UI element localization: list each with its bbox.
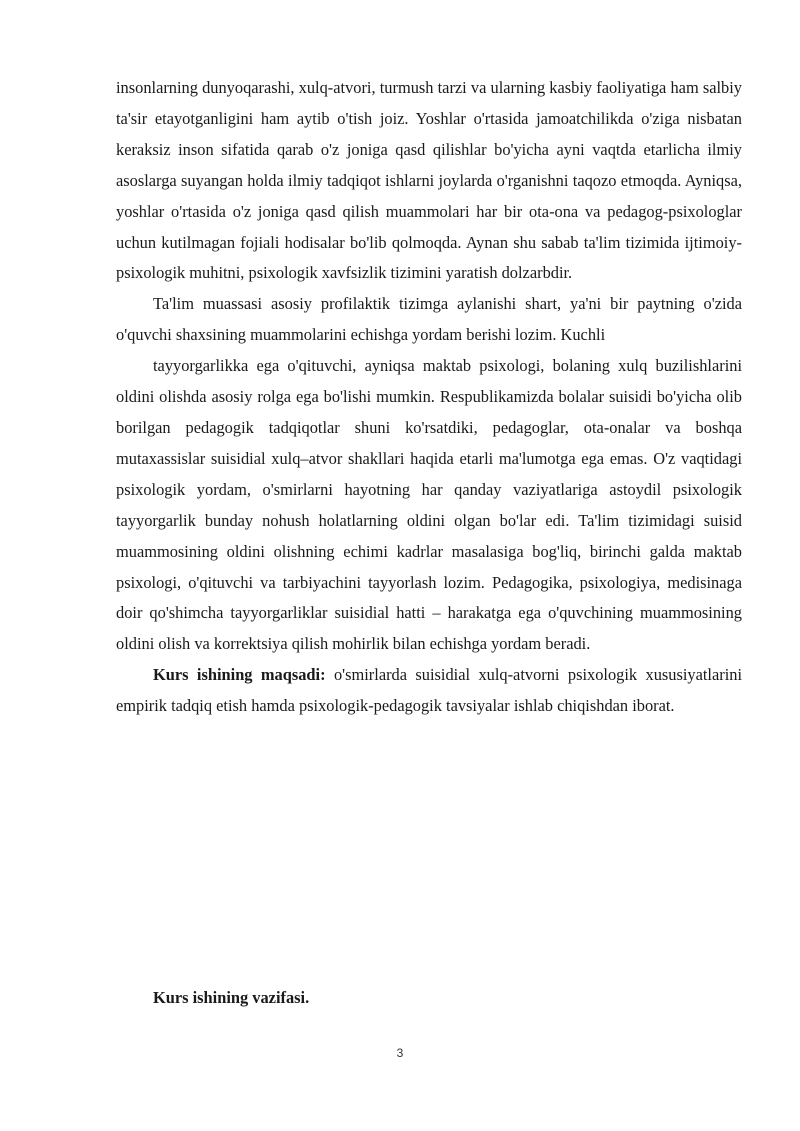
paragraph-profilaktik: Ta'lim muassasi asosiy profilaktik tizimga aylanishi shart, ya'ni bir paytning o'zida o'quvchi shaxsining muammolarini echishga yordam berishi lozim. Kuchli: [116, 294, 742, 345]
goal-label: Kurs ishining maqsadi:: [153, 665, 326, 685]
goal-text: o'smirlarda suisidial xulq-atvorni psixologik xususiyatlarini empirik tadqiq etish hamda psixologik-pedagogik tavsiyalar ishlab chiqishdan iborat.: [116, 665, 743, 716]
tasks-heading: Kurs ishining vazifasi.: [153, 988, 310, 1007]
body-text: [116, 73, 742, 722]
paragraph-tayyorgarlik: tayyorgarlikka ega o'qituvchi, ayniqsa maktab psixologi, bolaning xulq buzilishlarini oldini olishda asosiy rolga ega bo'lishi mumkin. Respublikamizda bolalar suisidi bo'yicha olib borilgan pedagogik tadqiqotlar shuni ko'rsatdiki, pedagoglar, ota-onalar va boshqa mutaxassislar suisidial xulq–atvor shakllari haqida etarli ma'lumotga ega emas. O'z vaqtidagi psixologik yordam, o'smirlarni hayotning har qanday vaziyatlariga astoydil psixologik tayyorgarlik bunday nohush holatlarning oldini olgan bo'lar edi. Ta'lim tizimidagi suisid muammosining oldini olishning echimi kadrlar masalasiga bog'liq, birinchi galda maktab psixologi, o'qituvchi va tarbiyachini tayyorlash lozim. Pedagogika, psixologiya, medisinaga doir qo'shimcha tayyorgarliklar suisidial hatti – harakatga ega o'quvchining muammosining oldini olish va korrektsiya qilish mohirlik bilan echishga yordam beradi.: [116, 356, 742, 654]
paragraph-goal: [116, 660, 742, 722]
page-number: 3: [396, 1046, 404, 1060]
paragraph-continuation: insonlarning dunyoqarashi, xulq-atvori, turmush tarzi va ularning kasbiy faoliyatiga ham salbiy ta'sir etayotganligini ham aytib o'tish joiz. Yoshlar o'rtasida jamoatchilikda o'ziga nisbatan keraksiz inson sifatida qarab o'z joniga qasd qilishlar bo'yicha ayni vaqtda etarlicha ilmiy asoslarga suyangan holda ilmiy tadqiqot ishlarni joylarda o'rganishni taqozo etmoqda. Ayniqsa, yoshlar o'rtasida o'z joniga qasd qilish muammolari har bir ota-ona va pedagog-psixologlar uchun kutilmagan fojiali hodisalar bo'lib qolmoqda. Aynan shu sabab ta'lim tizimida ijtimoiy-psixologik muhitni, psixologik xavfsizlik tizimini yaratish dolzarbdir.: [116, 78, 742, 283]
